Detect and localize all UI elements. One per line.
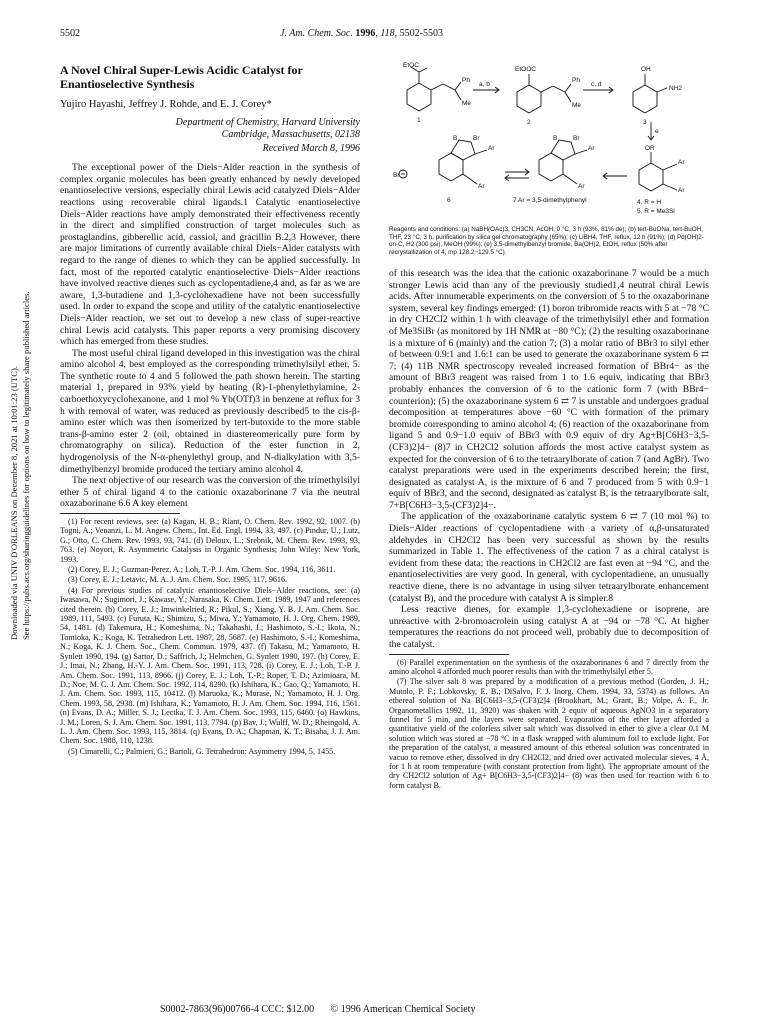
body-paragraph: The exceptional power of the Diels−Alder reaction in the synthesis of complex organic molecules has been greatly enhanced by newly developed enantioselective versions, especially chiral Lewis acid catalyzed Diels−Alder reactions using recoverable chiral ligands.1 Catalytic enantioselective Diels−Alder reactions have amply demonstrated their effectiveness recently in the direct and simplified construction of target molecules such as prostaglandins, gibberellic acid, cassiol, and gracillin B.2,3 However, there are major limitations of currently available chiral Diels−Alder catalysts with regard to the range of dienes to which they can be applied successfully. In fact, most of the reported catalytic enantioselective Diels−Alder reactions have involved reactive dienes such as cyclopentadiene,4 and, as far as we are aware, 1,3-butadiene and 1,3-cyclohexadiene have not been successfully used. In order to expand the scope and utility of the catalytic enantioselective Diels−Alder reaction, we set out to develop a new class of super-reactive chiral Lewis acid catalysts. This paper reports a very promising discovery which has emerged from these studies.: [60, 162, 360, 348]
label-compound-2: 2: [527, 119, 531, 126]
label-ar-4: Ar: [678, 159, 685, 166]
download-note-line-1: Downloaded via UNIV D'ORLEANS on December 8, 2021 at 10:01:23 (UTC).: [9, 366, 19, 640]
cyclohexane-ring-4: [639, 163, 663, 191]
oxazaborinane-ring-6: [439, 153, 463, 181]
label-ph-2: Ph: [572, 77, 580, 84]
footnote: (4) For previous studies of catalytic enantioselective Diels−Alder reactions, see: (a) Iwasawa, N.; Sugimori, J.; Kawase, Y.; Narasaka, K. Chem. Lett. 1989, 1947 and references cited therein. (b) Corey, E. J.; Imwinkelried, R.; Pikul, S.; Xiang, Y. B. J. Am. Chem. Soc. 1989, 111, 5493. (c) Furuta, K.; Shimizu, S.; Miwa, Y.; Yamamoto, H. J. Org. Chem. 1989, 54, 1481. (d) Takemura, H.; Komeshima, N.; Takahashi, I.; Hashimoto, S.-I.; Ikota, N.; Tomioka, K.; Koga, K. Tetrahedron Lett. 1987, 28, 5687. (e) Hashimoto, S.-I.; Komeshima, N.; Koga, K. J. Chem. Soc., Chem. Commun. 1979, 437. (f) Takasu, M.; Yamamoto, H. Synlett 1990, 194. (g) Sartor, D.; Saffrich, J.; Helmchen, G. Synlett 1990, 197. (h) Corey, E. J.; Imai, N.; Zhang, H.-Y. J. Am. Chem. Soc. 1991, 113, 728. (i) Corey, E. J.; Loh, T.-P. J. Am. Chem. Soc. 1991, 113, 8966. (j) Corey, E. J.; Loh, T.-P.; Roper, T. D.; Azimioara, M. D.; Noe, M. C. J. Am. Chem. Soc. 1992, 114, 8290. (k) Ishihara, K.; Gao, Q.; Yamamoto, H. J. Am. Chem. Soc. 1993, 115, 10412. (l) Maruoka, K.; Murase, N.; Yamamoto, H. J. Org. Chem. 1993, 58, 2938. (m) Ishihara, K.; Yamamoto, H. J. Am. Chem. Soc. 1994, 116, 1561. (n) Evans, D. A.; Miller, S. J.; Lectka, T. J. Am. Chem. Soc. 1993, 115, 6460. (o) Hawkins, J. M.; Loren, S. J. Am. Chem. Soc. 1991, 113, 7794. (p) Bav, J.; Wulff, W. D.; Rheingold, A. L. J. Am. Chem. Soc. 1993, 115, 3814. (q) Evans, D. A.; Chapman, K. T.; Bisaha, J. J. Am. Chem. Soc. 1988, 110, 1238.: [60, 585, 360, 746]
journal-pages: 5502-5503: [399, 28, 443, 39]
cyclohexene-ring-1: [407, 83, 431, 111]
label-or: OR: [645, 145, 655, 152]
right-column: [389, 268, 709, 791]
label-br-7: Br: [573, 135, 580, 142]
label-oh: OH: [641, 66, 651, 73]
label-b-7: B: [553, 135, 558, 142]
journal-year: 1996: [355, 28, 376, 39]
article-title: A Novel Chiral Super-Lewis Acidic Catalyst for Enantioselective Synthesis: [60, 63, 303, 91]
label-me-1: Me: [462, 100, 472, 107]
label-compound-5: 5, R = Me3Si: [637, 208, 675, 215]
label-ar-7b: Ar: [578, 183, 585, 190]
label-compound-7-ar: 7 Ar = 3,5-dimethylphenyl: [513, 197, 587, 204]
copyright: © 1996 American Chemical Society: [330, 1004, 476, 1015]
body-paragraph: The next objective of our research was the conversion of the trimethylsilyl ether 5 of chiral ligand 4 to the cationic oxazaborinane 7 via the neutral oxazaborinane 6.6 A key element: [60, 475, 360, 510]
footnote: (6) Parallel experimentation on the synthesis of the oxazaborinanes 6 and 7 directly from the amino alcohol 4 afforded much poorer results than with the trimethylsilyl ether 5.: [389, 657, 709, 676]
label-ar-6b: Ar: [478, 183, 485, 190]
cyclohexane-ring-2: [517, 85, 541, 113]
label-etooc: EtOOC: [515, 66, 536, 73]
footnote: (7) The silver salt 8 was prepared by a modification of a previous method (Gorden, J. H.; Mutolo, P. F.; Lobkovsky, E. B.; DiSalvo, F. J. Inorg. Chem. 1994, 33, 5374) as follows. An ethereal solution of Na B[C6H3−3,5-(CF3)2]4 (Brookhart, M.; Grant, B.; Volpe, A. F., Jr. Organometallics 1992, 11, 3920) was shaken with 2 equiv of aqueous AgNO3 in a separatory funnel for 5 min, and the layers were separated. Evaporation of the ether layer afforded a quantitative yield of the colorless silver salt which was dissolved in ether to give a clear 0.1 M solution which was stored at −78 °C in a flask wrapped with aluminum foil to exclude light. For the preparation of the catalyst, a measured amount of this ethereal solution was concentrated in vacuo to remove ether, dissolved in dry CH2Cl2, and dried over activated molecular sieves, 4 Å, for 1 h at room temperature (with constant protection from light). The appropriate amount of the dry CH2Cl2 solution of Ag+ B[C6H3−3,5-(CF3)2]4− (8) was then used for reaction with 6 to form catalyst B.: [389, 677, 709, 790]
label-br-anion: Br: [393, 172, 400, 179]
label-step-e: e: [655, 128, 659, 135]
cyclohexane-ring-3: [633, 85, 657, 113]
footnote: (1) For recent reviews, see: (a) Kagan, H. B.; Riant, O. Chem. Rev. 1992, 92, 1007. (b) Togni, A.; Venanzi, L. M. Angew. Chem., Int. Ed. Engl. 1994, 33, 497. (c) Pindur, U.; Lutz, G.; Otto, C. Chem. Rev. 1993, 93, 741. (d) Deloux, L.; Srebnik, M. Chem. Rev. 1993, 93, 763. (e) Noyori, R. Asymmetric Catalysis in Organic Synthesis; John Wiley: New York, 1993.: [60, 517, 360, 564]
footnote: (5) Cimarelli, C.; Palmieri, G.; Bartoli, G. Tetrahedron: Asymmetry 1994, 5, 1455.: [68, 746, 336, 756]
body-paragraph: Less reactive dienes, for example 1,3-cyclohexadiene or isoprene, are unreactive with 2-bromoacrolein using catalyst A at −94 or −78 °C. At higher temperatures the reactions do not proceed well, probably due to decomposition of the catalyst.: [389, 604, 709, 650]
footnote-divider: [389, 654, 509, 655]
journal-name: J. Am. Chem. Soc.: [280, 28, 353, 39]
download-note-line-2: See https://pubs.acs.org/sharingguidelines for options on how to legitimately share published articles.: [21, 291, 31, 640]
journal-volume: 118: [380, 28, 395, 39]
article-authors: Yujiro Hayashi, Jeffrey J. Rohde, and E. J. Corey*: [60, 99, 272, 110]
oxazaborinane-ring-7: [539, 153, 563, 181]
label-step-cd: c, d: [591, 81, 602, 88]
page-number: 5502: [60, 28, 80, 39]
footnote: (3) Corey, E. J.; Letavic, M. A. J. Am. Chem. Soc. 1995, 117, 9616.: [68, 575, 288, 585]
label-nh2: NH2: [669, 85, 683, 92]
scheme-caption: Reagents and conditions: (a) NaBH(OAc)3, CH3CN, AcOH, 0 °C, 3 h (93%, 81% de); (b) tert-BuONa, tert-BuOH, THF, 23 °C, 3 h, purification by silica gel chromatography (65%); (c) LiBH4, THF, reflux, 12 h (91%); (d) Pd(OH)2-on-C, H2 (300 psi), MeOH (99%); (e) 3,5-dimethylbenzyl bromide, Ba(OH)2, EtOH, reflux (50% after recrystallization of 4, mp 128.2−129.5 °C).: [389, 226, 704, 256]
body-paragraph: The most useful chiral ligand developed in this investigation was the chiral amino alcohol 4, best employed as the corresponding trimethylsilyl ether, 5. The synthetic route to 4 and 5 followed the path shown herein. The starting material 1, prepared in 93% yield by heating (R)-1-phenylethylamine, 2-carboethoxycyclohexanone, and 1 mol % Yb(OTf)3 in benzene at reflux for 3 h with removal of water, was reduced as previously described5 to the cis-β-amino ester which was then isomerized by tert-butoxide to the more stable trans-β-amino ester 2 (oil, obtained in diastereomerically pure form by chromatography on silica). Reduction of the ester function in 2, hydrogenolysis of the N-α-phenylethyl group, and N-dialkylation with 3,5-dimethylbenzyl bromide produced the tertiary amino alcohol 4.: [60, 347, 361, 475]
label-compound-3: 3: [643, 119, 647, 126]
body-paragraph: of this research was the idea that the cationic oxazaborinane 7 would be a much stronger Lewis acid than any of the previously studied1,4 neutral chiral Lewis acids. After innumerable experiments on the conversion of 5 to the oxazaborinane system, several key findings emerged: (1) boron tribromide reacts with 5 at −78 °C in dry CH2Cl2 within 1 h with cleavage of the trimethylsilyl ether and formation of Me3SiBr (as monitored by 1H NMR at −80 °C); (2) the resulting oxazaborinane is a mixture of 6 (mainly) and the cation 7; (3) a molar ratio of BBr3 to silyl ether of between 0.9:1 and 1.6:1 can be used to generate the oxazaborinane system 6 ⇄ 7; (4) 11B NMR spectroscopy revealed increased formation of BBr4− as the amount of BBr3 reagent was raised from 1 to 1.6 equiv, indicating that BBr3 probably enhances the conversion of 6 to the cationic form 7 (with BBr4− counterion); (5) the oxazaborinane system 6 ⇄ 7 is unstable and undergoes gradual decomposition at temperatures above −60 °C with formation of the primary bromide corresponding to amino alcohol 4; (6) reaction of the oxazaborinane from ligand 5 and 0.9−1.0 equiv of BBr3 with 0.9 equiv of dry Ag+B[C6H3−3,5-(CF3)2]4− (8)7 in CH2Cl2 solution affords the most active catalyst system as expected for the conversion of 6 to the tetraarylborate of cation 7 (and AgBr). Two catalyst preparations were used in the experiments described herein; the first, designated as catalyst A, is the mixture of 6 and 7 produced from 5 with 0.9−1 equiv of BBr3, and the second, designated as catalyst B, is the tetraarylborate salt, 7+B[C6H3−3,5-(CF3)2]4−.: [389, 268, 709, 511]
body-paragraph: The application of the oxazaborinane catalytic system 6 ⇄ 7 (10 mol %) to Diels−Alder reactions of cyclopentadiene with a variety of α,β-unsaturated aldehydes in CH2Cl2 has been very successful as shown by the results summarized in Table 1. The effectiveness of the cation 7 as a chiral catalyst is evident from these data; the reactions in CH2Cl2 are fast even at −94 °C, and the enantioselectivities are very good. In general, with cyclopentadiene, an unusually reactive diene, there is no advantage in using silver tetraarylborate enhancement (catalyst B), and the procedure with catalyst A is simpler.8: [389, 511, 709, 604]
label-etoc: EtOC: [403, 62, 419, 69]
label-ar-6a: Ar: [488, 145, 495, 152]
left-column: [60, 63, 360, 757]
label-ar-5: Ar: [678, 187, 685, 194]
label-compound-4: 4, R = H: [637, 199, 662, 206]
article-code: S0002-7863(96)00766-4 CCC: $12.00: [160, 1004, 315, 1015]
footnote-divider: [60, 513, 180, 514]
running-head: J. Am. Chem. Soc. 1996, 118, 5502-5503: [280, 28, 443, 39]
received-date: Received March 8, 1996: [262, 142, 360, 154]
label-br-6: Br: [473, 135, 480, 142]
label-ph-1: Ph: [462, 77, 470, 84]
label-compound-1: 1: [417, 117, 421, 124]
affiliation-line-2: Cambridge, Massachusetts, 02138: [221, 128, 360, 140]
page-footer: [160, 1004, 489, 1015]
label-ar-7a: Ar: [588, 145, 595, 152]
affiliation-line-1: Department of Chemistry, Harvard University: [175, 116, 360, 128]
footnote: (2) Corey, E. J.; Guzman-Perez, A.; Loh, T.-P. J. Am. Chem. Soc. 1994, 116, 3611.: [68, 565, 336, 575]
label-b-6: B: [453, 135, 458, 142]
label-compound-6: 6: [447, 197, 451, 204]
label-step-ab: a, b: [479, 81, 490, 88]
label-me-2: Me: [572, 102, 582, 109]
download-note: [8, 240, 32, 640]
